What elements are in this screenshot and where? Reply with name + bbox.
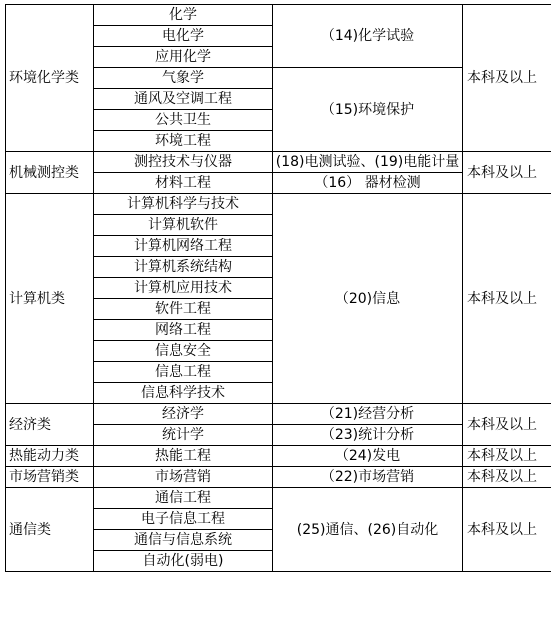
- major-cell: 电子信息工程: [94, 509, 273, 530]
- major-cell: 计算机软件: [94, 215, 273, 236]
- major-cell: 市场营销: [94, 467, 273, 488]
- major-cell: 信息工程: [94, 362, 273, 383]
- major-cell: 热能工程: [94, 446, 273, 467]
- category-cell: 市场营销类: [6, 467, 94, 488]
- major-cell: 统计学: [94, 425, 273, 446]
- degree-cell: 本科及以上: [463, 194, 552, 404]
- major-cell: 气象学: [94, 68, 273, 89]
- exam-cell: (18)电测试验、(19)电能计量: [273, 152, 463, 173]
- major-cell: 材料工程: [94, 173, 273, 194]
- degree-cell: 本科及以上: [463, 488, 552, 572]
- exam-cell: （20)信息: [273, 194, 463, 404]
- major-cell: 化学: [94, 5, 273, 26]
- major-cell: 计算机科学与技术: [94, 194, 273, 215]
- major-cell: 电化学: [94, 26, 273, 47]
- table-row: [6, 5, 552, 26]
- major-cell: 通风及空调工程: [94, 89, 273, 110]
- major-cell: 信息安全: [94, 341, 273, 362]
- category-cell: 计算机类: [6, 194, 94, 404]
- major-cell: 应用化学: [94, 47, 273, 68]
- major-cell: 通信工程: [94, 488, 273, 509]
- table-row: [6, 446, 552, 467]
- degree-cell: 本科及以上: [463, 404, 552, 446]
- category-cell: 热能动力类: [6, 446, 94, 467]
- major-cell: 公共卫生: [94, 110, 273, 131]
- major-cell: 环境工程: [94, 131, 273, 152]
- degree-cell: 本科及以上: [463, 446, 552, 467]
- major-cell: 信息科学技术: [94, 383, 273, 404]
- category-cell: 通信类: [6, 488, 94, 572]
- category-cell: 环境化学类: [6, 5, 94, 152]
- exam-cell: （14)化学试验: [273, 5, 463, 68]
- degree-cell: 本科及以上: [463, 5, 552, 152]
- exam-cell: （15)环境保护: [273, 68, 463, 152]
- exam-cell: （24)发电: [273, 446, 463, 467]
- major-cell: 计算机网络工程: [94, 236, 273, 257]
- exam-cell: （16） 器材检测: [273, 173, 463, 194]
- requirements-sheet: [5, 4, 551, 618]
- exam-cell: (25)通信、(26)自动化: [273, 488, 463, 572]
- major-cell: 软件工程: [94, 299, 273, 320]
- exam-cell: （22)市场营销: [273, 467, 463, 488]
- table-row: [6, 488, 552, 509]
- requirements-table-body: [6, 5, 552, 572]
- table-row: [6, 194, 552, 215]
- degree-cell: 本科及以上: [463, 152, 552, 194]
- table-row: [6, 467, 552, 488]
- major-cell: 通信与信息系统: [94, 530, 273, 551]
- table-row: [6, 404, 552, 425]
- major-cell: 测控技术与仪器: [94, 152, 273, 173]
- table-row: [6, 152, 552, 173]
- requirements-table: [5, 4, 551, 572]
- major-cell: 自动化(弱电): [94, 551, 273, 572]
- major-cell: 网络工程: [94, 320, 273, 341]
- major-cell: 计算机系统结构: [94, 257, 273, 278]
- exam-cell: （21)经营分析: [273, 404, 463, 425]
- major-cell: 经济学: [94, 404, 273, 425]
- major-cell: 计算机应用技术: [94, 278, 273, 299]
- exam-cell: （23)统计分析: [273, 425, 463, 446]
- category-cell: 经济类: [6, 404, 94, 446]
- degree-cell: 本科及以上: [463, 467, 552, 488]
- category-cell: 机械测控类: [6, 152, 94, 194]
